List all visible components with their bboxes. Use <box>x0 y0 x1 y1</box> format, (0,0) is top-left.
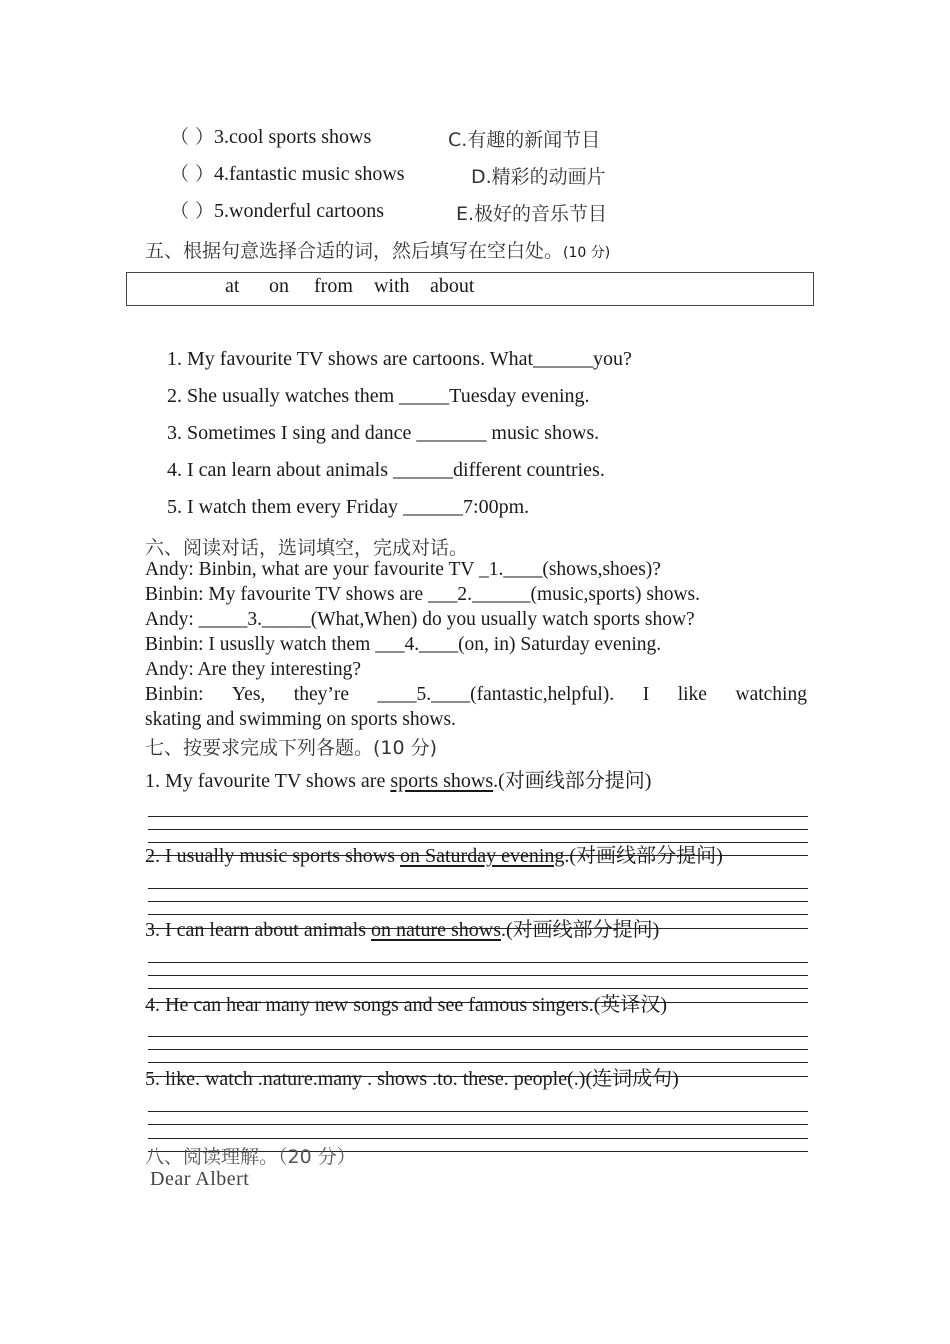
section-5-heading: 五、根据句意选择合适的词，然后填写在空白处。(10 分) <box>145 240 611 262</box>
rewrite-item-4: 4. He can hear many new songs and see famous singers.(英译汉) <box>145 994 668 1016</box>
answer-line <box>148 1062 808 1063</box>
word-bank-word: from <box>314 275 353 297</box>
section-8-heading: 八、阅读理解。（20 分） <box>145 1146 356 1168</box>
fill-item-1: 1. My favourite TV shows are cartoons. What______you? <box>167 348 632 370</box>
answer-line <box>148 1111 808 1112</box>
matching-option-e: E.极好的音乐节目 <box>456 203 608 225</box>
answer-line <box>148 962 808 963</box>
answer-line <box>148 829 808 830</box>
fill-item-3: 3. Sometimes I sing and dance _______ music shows. <box>167 422 600 444</box>
answer-line <box>148 1138 808 1139</box>
rewrite-item-1: 1. My favourite TV shows are sports shows.(对画线部分提问) <box>145 770 652 792</box>
dialogue-line: Andy: _____3._____(What,When) do you usually watch sports show? <box>145 609 695 630</box>
word-bank-word: about <box>430 275 475 297</box>
dialogue-line: Binbin: I ususlly watch them ___4.____(on, in) Saturday evening. <box>145 634 662 655</box>
word-bank-word: at <box>225 275 240 297</box>
rewrite-item-5: 5. like. watch .nature.many . shows .to. these. people(.)(连词成句) <box>145 1068 679 1090</box>
answer-line <box>148 1049 808 1050</box>
dialogue-line: skating and swimming on sports shows. <box>145 709 456 730</box>
matching-option-d: D.精彩的动画片 <box>471 166 606 188</box>
dialogue-line: Binbin: My favourite TV shows are ___2.______(music,sports) shows. <box>145 584 700 605</box>
matching-option-c: C.有趣的新闻节目 <box>448 129 601 151</box>
answer-line <box>148 1124 808 1125</box>
fill-item-2: 2. She usually watches them _____Tuesday evening. <box>167 385 590 407</box>
answer-line <box>148 816 808 817</box>
matching-row-5: （ ）5.wonderful cartoons <box>170 200 384 222</box>
word-bank-word: with <box>374 275 410 297</box>
word-bank-word: on <box>269 275 289 297</box>
matching-row-4: （ ）4.fantastic music shows <box>170 163 405 185</box>
fill-item-5: 5. I watch them every Friday ______7:00pm. <box>167 496 530 518</box>
rewrite-item-3: 3. I can learn about animals on nature shows.(对画线部分提问) <box>145 919 660 941</box>
answer-line <box>148 901 808 902</box>
answer-line <box>148 975 808 976</box>
dialogue-line-justified: Binbin: Yes, they’re ____5.____(fantastic,helpful). I like watching <box>145 684 807 705</box>
matching-row-3: （ ）3.cool sports shows <box>170 126 372 148</box>
fill-item-4: 4. I can learn about animals ______different countries. <box>167 459 605 481</box>
answer-line <box>148 1036 808 1037</box>
dialogue-line: Andy: Binbin, what are your favourite TV _1.____(shows,shoes)? <box>145 559 661 580</box>
section-7-heading: 七、按要求完成下列各题。(10 分) <box>145 737 438 759</box>
answer-line <box>148 842 808 843</box>
answer-line <box>148 888 808 889</box>
letter-greeting: Dear Albert <box>150 1168 250 1190</box>
section-6-heading: 六、阅读对话，选词填空，完成对话。 <box>145 537 469 559</box>
answer-line <box>148 988 808 989</box>
answer-line <box>148 914 808 915</box>
dialogue-line: Andy: Are they interesting? <box>145 659 362 680</box>
rewrite-item-2: 2. I usually music sports shows on Saturday evening.(对画线部分提问) <box>145 845 723 867</box>
word-bank-box <box>126 272 814 306</box>
